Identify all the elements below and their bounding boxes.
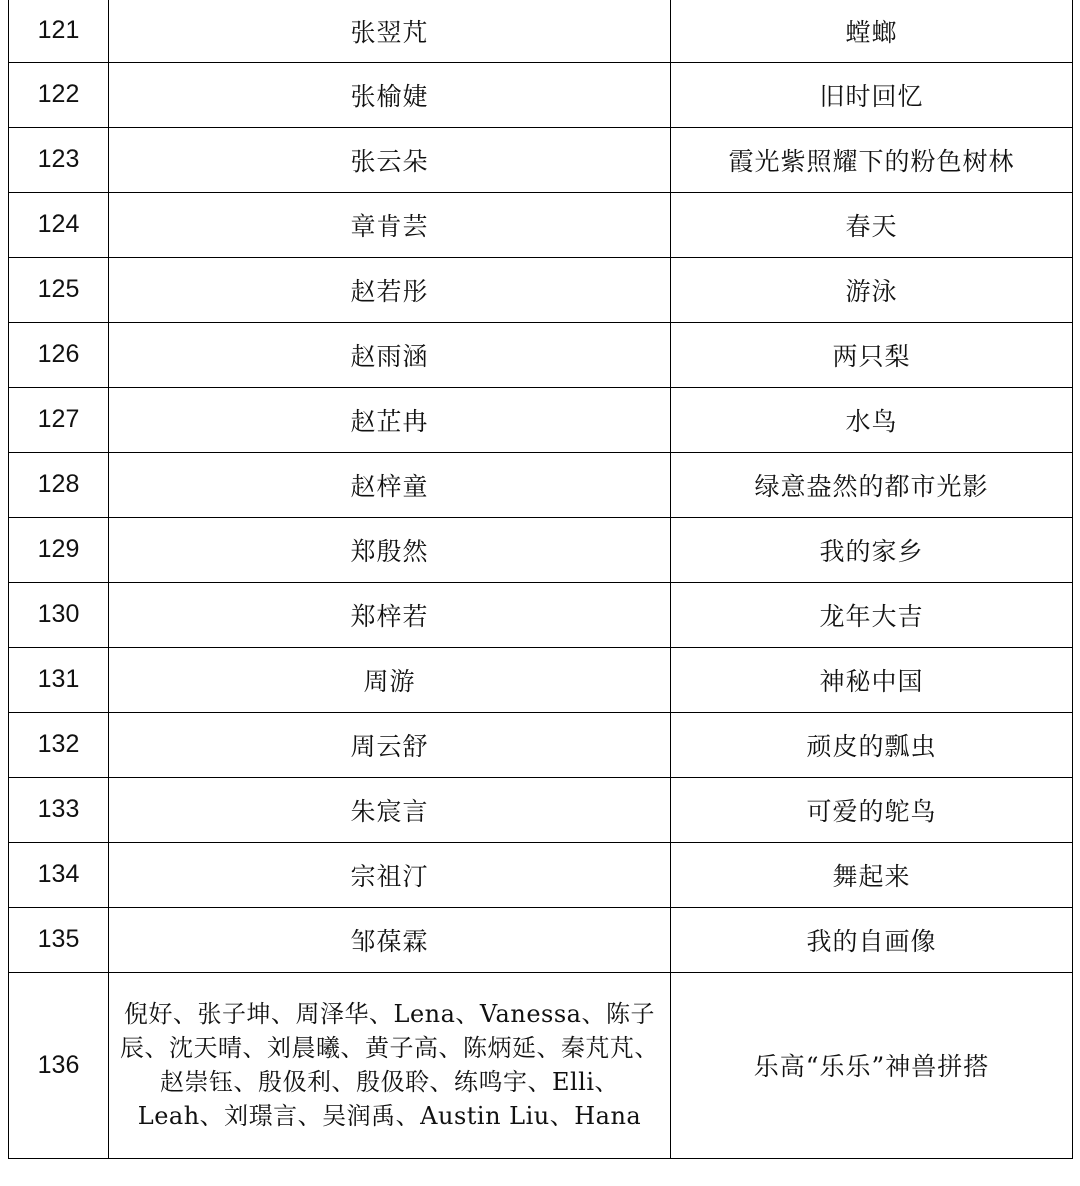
work-title: 神秘中国 (671, 647, 1073, 712)
table-row (9, 582, 1073, 647)
row-number: 136 (9, 972, 109, 1158)
work-title: 春天 (671, 192, 1073, 257)
work-title: 乐高“乐乐”神兽拼搭 (671, 972, 1073, 1158)
participant-name: 章肯芸 (109, 192, 671, 257)
row-number: 126 (9, 322, 109, 387)
row-number: 130 (9, 582, 109, 647)
work-title: 游泳 (671, 257, 1073, 322)
participant-name: 赵若彤 (109, 257, 671, 322)
row-number: 127 (9, 387, 109, 452)
row-number: 134 (9, 842, 109, 907)
table-row (9, 322, 1073, 387)
row-number: 129 (9, 517, 109, 582)
table-row (9, 907, 1073, 972)
participant-name: 朱宸言 (109, 777, 671, 842)
participant-table-container (8, 0, 1072, 1159)
work-title: 我的家乡 (671, 517, 1073, 582)
row-number: 132 (9, 712, 109, 777)
table-row-group (9, 972, 1073, 1158)
row-number: 124 (9, 192, 109, 257)
work-title: 螳螂 (671, 0, 1073, 62)
work-title: 绿意盎然的都市光影 (671, 452, 1073, 517)
table-row (9, 62, 1073, 127)
participant-name: 张翌芃 (109, 0, 671, 62)
participant-name: 郑梓若 (109, 582, 671, 647)
table-row (9, 127, 1073, 192)
table-row (9, 517, 1073, 582)
table-row (9, 842, 1073, 907)
row-number: 128 (9, 452, 109, 517)
work-title: 顽皮的瓢虫 (671, 712, 1073, 777)
work-title: 两只梨 (671, 322, 1073, 387)
group-names-text: 倪好、张子坤、周泽华、Lena、Vanessa、陈子辰、沈天晴、刘晨曦、黄子高、陈炳延、秦芃芃、赵崇钰、殷伋利、殷伋聆、练鸣宇、Elli、Leah、刘璟言、吴润禹、Austin Liu、Hana (120, 1000, 659, 1130)
participant-table (8, 0, 1073, 1159)
table-row (9, 452, 1073, 517)
work-title: 舞起来 (671, 842, 1073, 907)
work-title: 我的自画像 (671, 907, 1073, 972)
participant-name: 张云朵 (109, 127, 671, 192)
row-number: 125 (9, 257, 109, 322)
participant-name: 周云舒 (109, 712, 671, 777)
participant-name: 郑殷然 (109, 517, 671, 582)
table-row (9, 0, 1073, 62)
participant-names-group (109, 972, 671, 1158)
work-title: 霞光紫照耀下的粉色树林 (671, 127, 1073, 192)
participant-name: 赵芷冉 (109, 387, 671, 452)
table-row (9, 647, 1073, 712)
participant-name: 赵梓童 (109, 452, 671, 517)
row-number: 135 (9, 907, 109, 972)
work-title: 水鸟 (671, 387, 1073, 452)
row-number: 131 (9, 647, 109, 712)
participant-name: 宗祖汀 (109, 842, 671, 907)
table-row (9, 777, 1073, 842)
table-row (9, 192, 1073, 257)
table-row (9, 387, 1073, 452)
row-number: 133 (9, 777, 109, 842)
row-number: 123 (9, 127, 109, 192)
work-title: 旧时回忆 (671, 62, 1073, 127)
table-row (9, 257, 1073, 322)
table-row (9, 712, 1073, 777)
row-number: 121 (9, 0, 109, 62)
participant-name: 邹葆霖 (109, 907, 671, 972)
participant-name: 周游 (109, 647, 671, 712)
work-title: 龙年大吉 (671, 582, 1073, 647)
work-title: 可爱的鸵鸟 (671, 777, 1073, 842)
participant-name: 赵雨涵 (109, 322, 671, 387)
participant-name: 张榆婕 (109, 62, 671, 127)
row-number: 122 (9, 62, 109, 127)
